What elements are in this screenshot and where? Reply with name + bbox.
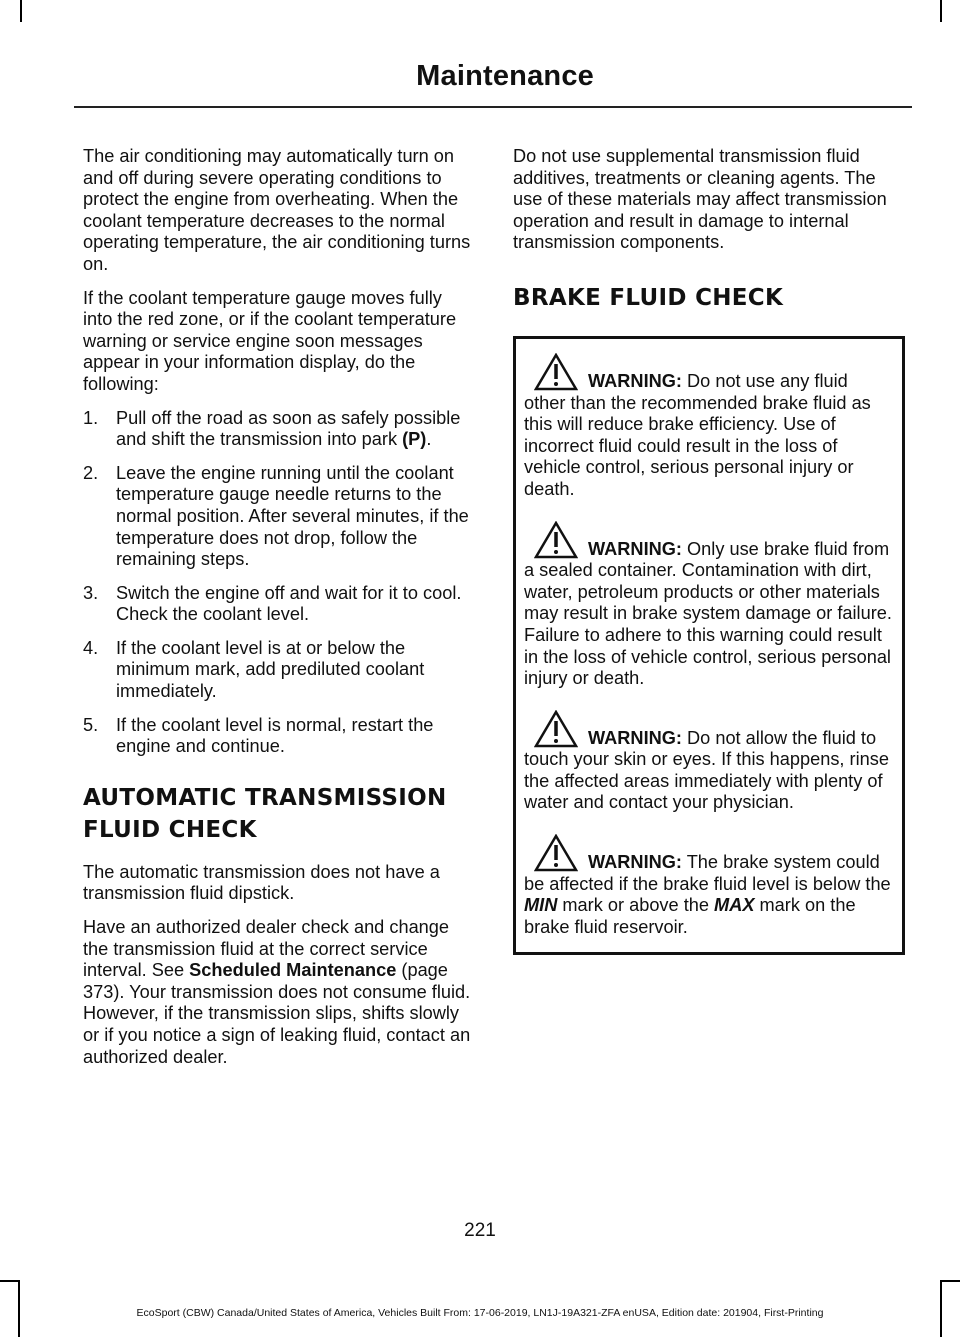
warning-triangle-icon (534, 710, 578, 748)
page-number: 221 (464, 1220, 496, 1241)
right-column (513, 146, 905, 955)
list-item: 4. If the coolant level is at or below the minimum mark, add prediluted coolant immediately. (83, 637, 425, 702)
page-title: Maintenance (416, 60, 594, 92)
paragraph-no-dipstick: The automatic transmission does not have a transmission fluid dipstick. (83, 861, 440, 904)
list-item: 5. If the coolant level is normal, restart the engine and continue. (83, 714, 434, 757)
warning-item: WARNING: The brake system could be affected if the brake fluid level is below the MIN mark or above the MAX mark on the brake fluid reservoir. (524, 834, 892, 938)
warning-item: WARNING: Do not allow the fluid to touch your skin or eyes. If this happens, rinse the affected areas immediately with plenty of water and contact your physician. (524, 710, 892, 814)
warning-item: WARNING: Only use brake fluid from a sealed container. Contamination with dirt, water, petroleum products or other materials may result in brake system damage or failure. Failure to adhere to this warning could result in the loss of vehicle control, serious personal injury or death. (524, 521, 892, 690)
paragraph-dealer-check: Have an authorized dealer check and change the transmission fluid at the correct service interval. See Scheduled Maintenance (page 373). Your transmission does not consume fluid. However, if the transmission slips, shifts slowly or if you notice a sign of leaking fluid, contact an authorized dealer. (83, 917, 471, 1067)
step-number: 3. (83, 582, 99, 603)
paragraph-coolant-gauge: If the coolant temperature gauge moves fully into the red zone, or if the coolant temperature warning or service engine soon messages appear in your information display, do the following: (83, 287, 457, 394)
crop-mark-top-left (20, 0, 22, 22)
header-rule (74, 106, 912, 108)
warning-triangle-icon (534, 353, 578, 391)
crop-mark-bottom-left-h (0, 1280, 20, 1282)
step-number: 1. (83, 407, 99, 428)
scheduled-maintenance-link[interactable]: Scheduled Maintenance (189, 960, 397, 981)
warning-label: WARNING: (588, 852, 682, 873)
warning-label: WARNING: (588, 370, 682, 391)
list-item: 2. Leave the engine running until the coolant temperature gauge needle returns to the normal position. After several minutes, if the temperature does not drop, follow the remaining steps. (83, 462, 469, 570)
heading-brake-fluid: BRAKE FLUID CHECK (513, 284, 784, 311)
step-number: 4. (83, 637, 99, 658)
max-mark-label: MAX (714, 895, 755, 916)
warning-label: WARNING: (588, 538, 682, 559)
crop-mark-bottom-right-h (940, 1280, 960, 1282)
paragraph-ac: The air conditioning may automatically turn on and off during severe operating conditions to protect the engine from overheating. When the coolant temperature decreases to the normal operating temperature, the air conditioning turns on. (83, 146, 471, 274)
warnings-box (513, 336, 905, 955)
min-mark-label: MIN (524, 895, 558, 916)
steps-list (83, 408, 475, 758)
footer-edition-info: EcoSport (CBW) Canada/United States of America, Vehicles Built From: 17-06-2019, LN1J-19A321-ZFA enUSA, Edition date: 201904, First-Printing (136, 1307, 824, 1319)
list-item: 1. Pull off the road as soon as safely possible and shift the transmission into park (P). (83, 407, 461, 450)
list-item: 3. Switch the engine off and wait for it to cool. Check the coolant level. (83, 582, 462, 625)
park-label: (P) (402, 429, 427, 450)
crop-mark-top-right (940, 0, 942, 22)
warning-item: WARNING: Do not use any fluid other than the recommended brake fluid as this will reduce brake efficiency. Use of incorrect fluid could result in the loss of vehicle control, serious personal injury or death. (524, 353, 892, 501)
left-column (83, 146, 475, 1080)
paragraph-additives: Do not use supplemental transmission fluid additives, treatments or cleaning agents. The use of these materials may affect transmission operation and result in damage to internal transmission components. (513, 146, 887, 253)
step-number: 2. (83, 462, 99, 483)
warning-triangle-icon (534, 834, 578, 872)
step-number: 5. (83, 714, 99, 735)
heading-transmission-fluid: AUTOMATIC TRANSMISSION FLUID CHECK (83, 784, 447, 843)
warning-triangle-icon (534, 521, 578, 559)
warning-label: WARNING: (588, 727, 682, 748)
